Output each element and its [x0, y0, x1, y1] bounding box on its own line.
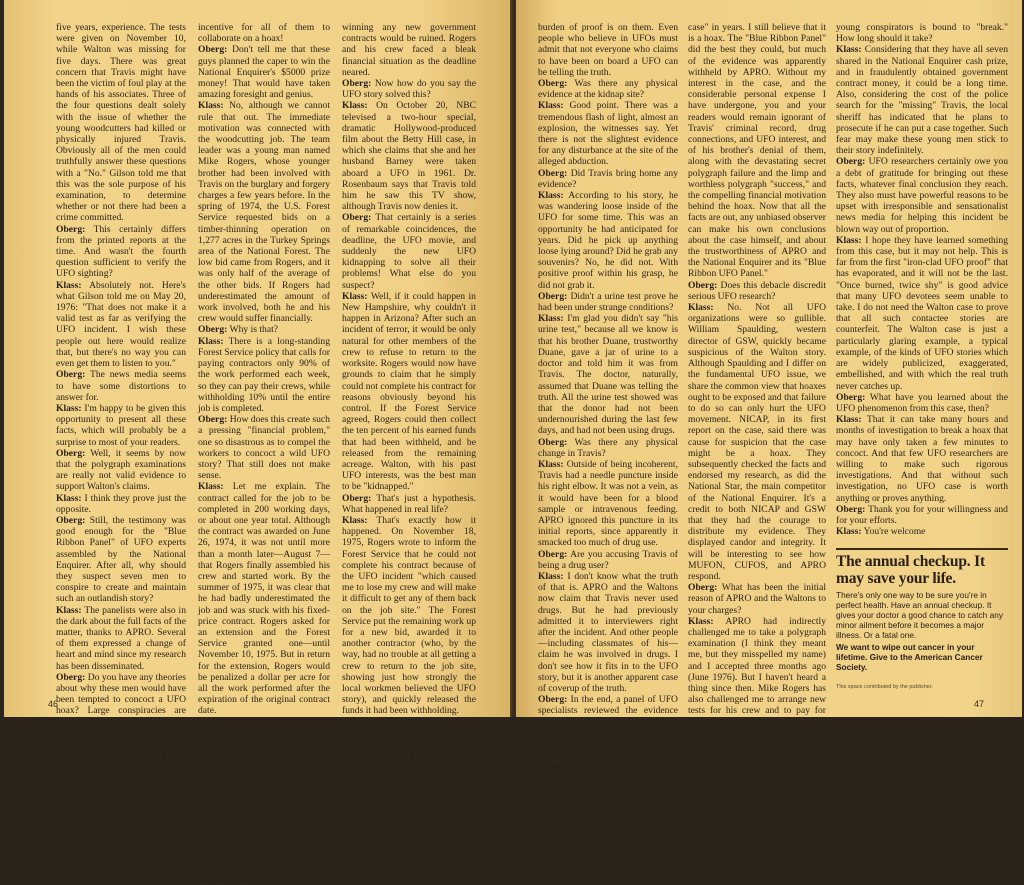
paragraph-text: No. Not all UFO organizations were so gullible. William Spaulding, western director of GSW, quickly became suspicious of the Walton story. Although Spaulding and I differ on the fundamental UFO issue, we share the common view that hoaxes ought to be exposed and that failure to do so can only hurt the UFO movement. NICAP, in its first report on the case, said there was cause for suspicion that the case might be a hoax. They subsequently checked the facts and endorsed my research, as did the National Star, the main competitor of the National Enquirer. It's a credit to both NICAP and GSW that they had the courage to distribute my evidence. They displayed candor and integrity. It will be interesting to see how MUFON, CUFOS, and APRO respond. — [688, 302, 826, 582]
speaker-label: Klass: — [56, 402, 82, 414]
right-page-column-1 — [538, 22, 679, 784]
page-number-right: 47 — [974, 699, 985, 709]
right-page — [516, 0, 1022, 851]
speaker-label: Klass: — [688, 302, 714, 314]
speaker-label: Oberg: — [688, 279, 718, 291]
article-paragraph — [688, 302, 826, 582]
paragraph-text: I don't know what the truth of that is. APRO and the Waltons now claim that Travis never used drugs. But he had previously admitted it to interviewers right after the incident. And other people—including classmates of his—claim he was involved in drugs. I don't see how it fits in to the UFO story, but it is another apparent case of coverup of the truth. — [538, 570, 679, 694]
speaker-label: Klass: — [538, 100, 564, 112]
paragraph-text: The news media seems to have some distortions to answer for. — [56, 369, 186, 403]
article-paragraph — [688, 616, 826, 818]
speaker-label: Oberg: — [342, 716, 372, 728]
speaker-label: Klass: — [342, 514, 368, 526]
speaker-label: Oberg: — [538, 548, 568, 560]
article-paragraph — [56, 672, 186, 728]
speaker-label: Klass: — [56, 604, 82, 616]
paragraph-text: I think I see what you are getting at. But just what was Rogers' problem as the new deadline neared, and how does Walton fit in? — [198, 716, 330, 773]
article-paragraph — [198, 414, 330, 481]
paragraph-text: It was clear to Rogers that he could not meet even his extended contract date. Without the "fortuitous" UFO incident, the best that Rogers could expect would be another deadline extension, but he would be assessed still another financial penalty on the contract price and his chance of — [198, 772, 330, 885]
article-paragraph — [538, 168, 678, 190]
speaker-label: Klass: — [198, 481, 224, 493]
article-paragraph — [56, 369, 186, 403]
paragraph-text: Do you have any theories about why these men would have been tempted to concoct a UFO hoax? Large conspiracies are always tricky. — [56, 671, 186, 728]
speaker-label: Klass: — [342, 290, 368, 302]
speaker-label: Klass: — [198, 335, 224, 347]
ad-tagline: We want to wipe out cancer in your lifetime. Give to the American Cancer Society. — [836, 642, 983, 672]
article-paragraph — [836, 44, 1008, 156]
paragraph-text: five years, experience. The tests were given on November 10, while Walton was missing for five days. There was great concern that Travis might have been the victim of foul play at the hands of his associates. Three of the four questions dealt solely with the issue of whether the young woodcutters had killed or physically injured Travis. Obviously all of the men could truthfully answer these questions with a "No." Gilson told me that this was the sole purpose of his examination, to determine whether or not there had been a crime committed. — [56, 22, 186, 224]
paragraph-text: Thank you for your willingness and for your efforts. — [836, 503, 1008, 526]
article-paragraph — [342, 78, 476, 100]
speaker-label: Oberg: — [538, 436, 568, 448]
article-paragraph — [538, 571, 678, 694]
paragraph-text: Oh, come on now! I think I've proved quite definitely that there is not the slightest reason to believe the testimony of Walton and the others regarding the UFO incident, and that there is considerable evidence to lead an unbiased observer to positively disbelieve these young men. The — [342, 772, 476, 874]
speaker-label: Oberg: — [342, 212, 372, 224]
article-paragraph — [56, 728, 186, 862]
left-page-column-3 — [342, 22, 477, 874]
speaker-label: Oberg: — [836, 156, 866, 168]
paragraph-text: I hope they have learned something from this case, but it may not help. This is far from the first "iron-clad UFO proof" that has evaporated, and it will not be the last. "Once burned, twice shy" is good advice that many UFO devotees seem unable to take. I do not need the Walton case to prove that all such contactee stories are counterfeit. The Walton case is just a particularly glaring example, a typical example, of the kinds of UFO stories which are widely publicized, exaggerated, embellished, and with which the real truth never catches up. — [836, 234, 1008, 392]
paragraph-text: That's a good point. The testimony of the six other men has seemed to many to substantiate the UFO abduction story because these witnesses seemed to have no motive other than possible friendship with Travis to fabricate the story. But my investigations revealed that there was a powerful motive shared by all seven men! There was a strong financial — [56, 727, 186, 863]
speaker-label: Oberg: — [688, 582, 718, 594]
speaker-label: Oberg: — [198, 414, 228, 426]
paragraph-text: Well, if it could happen in New Hampshire, why couldn't it happen in Arizona? After such an incident of terror, it would be only natural for other members of the crew to refuse to return to the worksite. Rogers would now have grounds to claim that he simply could not complete his contract for reasons obviously beyond his control. If the Forest Service agreed, Rogers could then collect the ten percent of his earned funds that had been withheld, and be released from the remaining acreage. Walton, with his past UFO interests, was the best man to be "kidnapped." — [342, 290, 477, 493]
paragraph-text: The panelists were also in the dark about the full facts of the matter, thanks to APRO. Several of them expressed a change of heart and mind since my research has been disseminated. — [56, 604, 186, 672]
article-paragraph — [538, 100, 678, 167]
speaker-label: Oberg: — [56, 223, 86, 235]
article-paragraph — [56, 280, 186, 370]
speaker-label: Klass: — [342, 772, 368, 784]
speaker-label: Klass: — [836, 44, 862, 56]
speaker-label: Klass: — [836, 414, 862, 426]
article-paragraph — [538, 761, 678, 783]
article-paragraph — [56, 605, 186, 672]
right-page-column-2 — [688, 22, 826, 851]
speaker-label: Oberg: — [56, 514, 86, 526]
article-paragraph — [342, 493, 476, 515]
speaker-label: Oberg: — [342, 492, 372, 504]
article-paragraph — [688, 582, 826, 616]
article-paragraph — [198, 44, 330, 100]
article-paragraph — [538, 22, 678, 78]
article-paragraph — [836, 526, 1008, 537]
article-paragraph — [56, 448, 186, 493]
paragraph-text: There is a long-standing Forest Service policy that calls for paying contractors only 90% of the work performed each week, so they can pay their crews, while withholding 10% until the entire job is completed. — [198, 335, 330, 414]
article-paragraph — [198, 100, 330, 324]
paragraph-text: Why is that? — [229, 324, 279, 336]
article-paragraph — [342, 291, 476, 493]
paragraph-text: That's just a hypothesis. What happened in real life? — [342, 492, 476, 515]
paragraph-text: incentive for all of them to collaborate on a hoax! — [198, 22, 330, 45]
speaker-label: Klass: — [538, 190, 564, 202]
paragraph-text: Was there any physical evidence at the kidnap site? — [538, 78, 678, 101]
article-paragraph — [198, 22, 330, 44]
article-paragraph — [836, 392, 1008, 414]
speaker-label: Klass: — [198, 772, 224, 784]
speaker-label: Klass: — [538, 313, 564, 325]
paragraph-text: APRO had indirectly challenged me to take a polygraph examination (I think they meant me, but they misspelled my name) and I accepted three months ago (June 1976). But I haven't heard a thing since then. Mike Rogers has also challenged me to arrange new tests for his crew and to pay for them if they pass. But he has strung so many unreasonable deadlines and conditions that it seems he hopes I'll decline. I immediately accepted in principle. I am anxious to have these young men face a real polygraph examination, although I think the proof of my case has already been achieved. — [688, 615, 826, 818]
article-paragraph — [538, 313, 678, 436]
speaker-label: Klass: — [836, 234, 862, 246]
speaker-label: Oberg: — [836, 503, 866, 515]
ad-body-text: There's only one way to be sure you're in perfect health. Have an annual checkup. It gives your doctor a good chance to catch any minor ailment before it becomes a major illness. Or a fatal one. — [836, 590, 1003, 640]
paragraph-text: Are you accusing Travis of being a drug user? — [538, 548, 679, 571]
speaker-label: Oberg: — [538, 290, 568, 302]
article-paragraph — [836, 22, 1008, 44]
paragraph-text: I'm happy to be given this opportunity to present all these facts, which will probably be a surprise to most of your readers. — [56, 402, 186, 448]
speaker-label: Oberg: — [538, 78, 568, 90]
article-paragraph — [342, 100, 476, 212]
paragraph-text: burden of proof is on them. Even people who believe in UFOs must admit that not everyone who claims to have been on board a UFO can be telling the truth. — [538, 22, 678, 78]
article-paragraph — [688, 817, 826, 851]
article-paragraph — [198, 481, 330, 716]
article-paragraph — [538, 549, 678, 571]
speaker-label: Klass: — [56, 279, 82, 291]
ad-credit: This space contributed by the publisher. — [836, 684, 933, 690]
paragraph-text: Was there any physical change in Travis? — [538, 436, 678, 459]
paragraph-text: That certainly is a series of remarkable coincidences, the deadline, the UFO movie, and suddenly the new UFO kidnapping to solve all their problems! What else do you suspect? — [342, 212, 476, 291]
article-paragraph — [538, 190, 678, 291]
paragraph-text: According to his story, he was wandering loose inside of the UFO for some time. This was an opportunity he had anticipated for years. Did he pick up anything loose lying around? Did he grab any souvenirs? No, he did not. With positive proof within his grasp, he did not grab it. — [538, 190, 678, 291]
speaker-label: Oberg: — [342, 78, 372, 90]
article-paragraph — [538, 291, 678, 313]
article-paragraph — [198, 717, 330, 773]
paragraph-text: That's an intriguing story. What kind of evidence can you add that would make this story easier to believe than a real UFO kidnapping? — [342, 716, 476, 773]
speaker-label: Oberg: — [538, 167, 568, 179]
paragraph-text: That it can take many hours and months of investigation to break a hoax that may have only taken a few minutes to concoct. And that few UFO researchers are willing to make such rigorous investigations. And that without such investigation, no UFO case is worth anything or proves anything. — [836, 414, 1008, 504]
article-paragraph — [342, 212, 476, 290]
paragraph-text: Outside of being incoherent, Travis had a needle puncture inside his right elbow. It was not a vein, as it would have been for a blood sample or intravenous feeding. APRO ignored this puncture in its initial reports, since apparently it smacked too much of drug use. — [538, 458, 678, 549]
article-paragraph — [56, 493, 186, 515]
article-paragraph — [538, 78, 678, 100]
article-paragraph — [688, 280, 826, 302]
paragraph-text: Well, I might agree that the Walton case may be the best "UFO — [538, 761, 678, 784]
left-page-column-1 — [56, 22, 187, 863]
article-paragraph — [836, 156, 1008, 234]
speaker-label: Klass: — [56, 492, 82, 504]
article-paragraph — [198, 324, 330, 335]
paragraph-text: You're welcome — [863, 526, 926, 538]
paragraph-text: case" in years. I still believe that it is a hoax. The "Blue Ribbon Panel" did the best they could, but much of the evidence was apparently withheld by APRO. Without my interest in the case, and the considerable personal expense I have undergone, you and your readers would remain ignorant of Travis' criminal record, drug connections, and UFO interest, and of his brother's denial of them, along with the devastating secret polygraph failure and the limp and worthless polygraph "success," and the compelling financial motivation behind the hoax. Now that all the facts are out, any unbiased observer can make his own conclusions about the case himself, and about the trustworthiness of APRO and the National Enquirer and its "Blue Ribbon UFO Panel." — [688, 22, 826, 280]
page-number-left: 46 — [48, 699, 59, 709]
paragraph-text: Did Travis bring home any evidence? — [538, 167, 678, 190]
paragraph-text: No, although we cannot rule that out. The immediate motivation was connected with the woodcutting job. The team leader was a young man named Mike Rogers, whose younger brother had been involved with Travis on the burglary and forgery charges a few years before. In the spring of 1974, the U.S. Forest Service requested bids on a timber-thinning operation on 1,277 acres in the Turkey Springs area of the National Forest. The low bid came from Rogers, and it was only half of the average of the other bids. If Rogers had underestimated the amount of work involved, both he and his crew would suffer financially. — [198, 100, 330, 325]
paragraph-text: In the end, a panel of UFO specialists reviewed the evidence and concluded that it was the best case of the year, possibly one of the best cases ever. What do you know that they do not? — [538, 694, 678, 762]
speaker-label: Oberg: — [56, 671, 86, 683]
article-paragraph — [56, 515, 186, 605]
speaker-label: Klass: — [538, 570, 564, 582]
right-page-column-3 — [836, 22, 1008, 542]
speaker-label: Oberg: — [538, 694, 568, 706]
speaker-label: Klass: — [342, 100, 368, 112]
left-page-column-2 — [198, 22, 331, 885]
speaker-label: Oberg: — [198, 716, 228, 728]
paragraph-text: What has been the initial reason of APRO and the Waltons to your charges? — [688, 582, 826, 616]
paragraph-text: I'm glad you didn't say "his urine test," because all we know is that his brother Duane, trustworthy Duane, gave a jar of urine to a doctor and told him it was from Travis. The doctor, naturally, assumed that Duane was telling the truth. All the urine test showed was that the donor had not been undernourished during the last few days, and had not been using drugs. — [538, 313, 678, 437]
article-paragraph — [342, 22, 476, 78]
article-paragraph — [56, 403, 186, 448]
paragraph-text: Well, it seems by now that the polygraph examinations are really not valid evidence to support Walton's claims. — [56, 447, 186, 493]
article-paragraph — [538, 694, 678, 761]
paragraph-text: What have you learned about the UFO phenomenon from this case, then? — [836, 391, 1008, 414]
article-paragraph — [56, 224, 186, 280]
ad-headline: The annual checkup. It may save your life. — [836, 553, 985, 587]
speaker-label: Oberg: — [198, 324, 228, 336]
article-paragraph — [342, 773, 476, 874]
paragraph-text: Let me explain. The contract called for the job to be completed in 200 working days, or about one year total. Although the contract was awarded on June 26, 1974, it was not until more than a month later—August 7—that Rogers finally assembled his crew and started work. By the summer of 1975, it was clear that he had badly underestimated the job and was stuck with his fixed-price contract. Rogers asked for an extension and the Forest Service granted one—until November 10, 1975. But in return for the extension, Rogers would be penalized a dollar per acre for all the work performed after the expiration of the original contract date. — [198, 481, 331, 717]
speaker-label: Klass: — [198, 100, 224, 112]
article-paragraph — [538, 459, 678, 549]
left-page — [4, 0, 512, 885]
paragraph-text: UFO researchers certainly owe you a debt of gratitude for bringing out these facts, whatever final conclusion they reach. They also must have powerful reasons to be upset with irresponsible and sensationalist news media for helping this incident be blown way out of proportion. — [836, 156, 1009, 235]
speaker-label: Klass: — [538, 458, 564, 470]
article-paragraph — [836, 235, 1008, 392]
speaker-label: Klass: — [56, 727, 82, 739]
article-paragraph — [198, 773, 330, 885]
article-paragraph — [836, 414, 1008, 504]
paragraph-text: Does this debacle discredit serious UFO research? — [688, 279, 826, 302]
paragraph-text: Don't tell me that these guys planned the caper to win the National Enquirer's $5000 prize money! That would have taken amazing foresight and genius. — [198, 44, 330, 101]
speaker-label: Oberg: — [198, 44, 228, 56]
paragraph-text: Good point. There was a tremendous flash of light, almost an explosion, the witnesses say. Yet there is not the slightest evidence for any disturbance at the site of the alleged abduction. — [538, 100, 678, 168]
article-paragraph — [56, 22, 186, 224]
paragraph-text: young conspirators is bound to "break." How long should it take? — [836, 22, 1008, 45]
speaker-label: Klass: — [836, 526, 862, 538]
cancer-society-ad — [836, 548, 1008, 690]
article-paragraph — [836, 504, 1008, 526]
paragraph-text: If you are correct in your evaluation of the case, one of the seven — [688, 817, 826, 851]
paragraph-text: winning any new government contracts would be ruined. Rogers and his crew faced a bleak financial situation as the deadline neared. — [342, 22, 476, 78]
paragraph-text: Still, the testimony was good enough for the "Blue Ribbon Panel" of UFO experts assembled by the National Enquirer. After all, why should they suspect seven men to conspire to create and maintain such an outlandish story? — [56, 514, 186, 605]
paragraph-text: Absolutely not. Here's what Gilson told me on May 20, 1976: "That does not make it a valid test as far as verifying the UFO incident. I wish these people out here would realize that, but there's no way you can even get them to listen to you." — [56, 279, 186, 370]
paragraph-text: Didn't a urine test prove he had been under strange conditions? — [538, 290, 678, 314]
article-paragraph — [342, 515, 476, 717]
speaker-label: Oberg: — [836, 391, 866, 403]
paragraph-text: How does this create such a pressing "financial problem," one so disastrous as to compel the workers to concoct a wild UFO story? That still does not make sense. — [198, 414, 330, 482]
article-paragraph — [538, 437, 678, 459]
speaker-label: Oberg: — [56, 447, 86, 459]
paragraph-text: Considering that they have all seven shared in the National Enquirer cash prize, and in fraudulently obtained government contract money, it could be a long time. Also, considering the cost of the police search for the "missing" Travis, the local sheriff has indicated that he plans to prosecute if he can put a case together. Such fear may make these young men stick to their story indefinitely. — [836, 44, 1009, 157]
paragraph-text: Now how do you say the UFO story solved this? — [342, 78, 476, 101]
article-paragraph — [198, 336, 330, 414]
paragraph-text: That's exactly how it happened. On November 18, 1975, Rogers wrote to inform the Forest Service that he could not complete his contract because of the UFO incident "which caused me to lose my crew and will make it difficult to get any of them back on the job site." The Forest Service put the remaining work up for a new bid, awarded it to another contractor (who, by the way, had no trouble at all getting a crew to return to the job site, showing just how strongly the local workmen believed the UFO story), and quickly released the funds it had been withholding. — [342, 514, 476, 717]
paragraph-text: This certainly differs from the printed reports at the time. And wasn't the fourth question sufficient to verify the UFO sighting? — [56, 223, 187, 280]
speaker-label: Oberg: — [56, 369, 86, 381]
paragraph-text: I think they prove just the opposite. — [56, 492, 186, 515]
article-paragraph — [688, 22, 826, 280]
article-paragraph — [342, 717, 476, 773]
paragraph-text: On October 20, NBC televised a two-hour special, dramatic Hollywood-produced film about the Betty Hill case, in which she claims that she and her husband Barney were taken aboard a UFO in 1961. Dr. Rosenbaum says that Travis told him he saw this TV show, although Travis now denies it. — [342, 100, 476, 213]
speaker-label: Klass: — [538, 761, 564, 773]
speaker-label: Oberg: — [688, 817, 718, 829]
speaker-label: Klass: — [688, 615, 714, 627]
